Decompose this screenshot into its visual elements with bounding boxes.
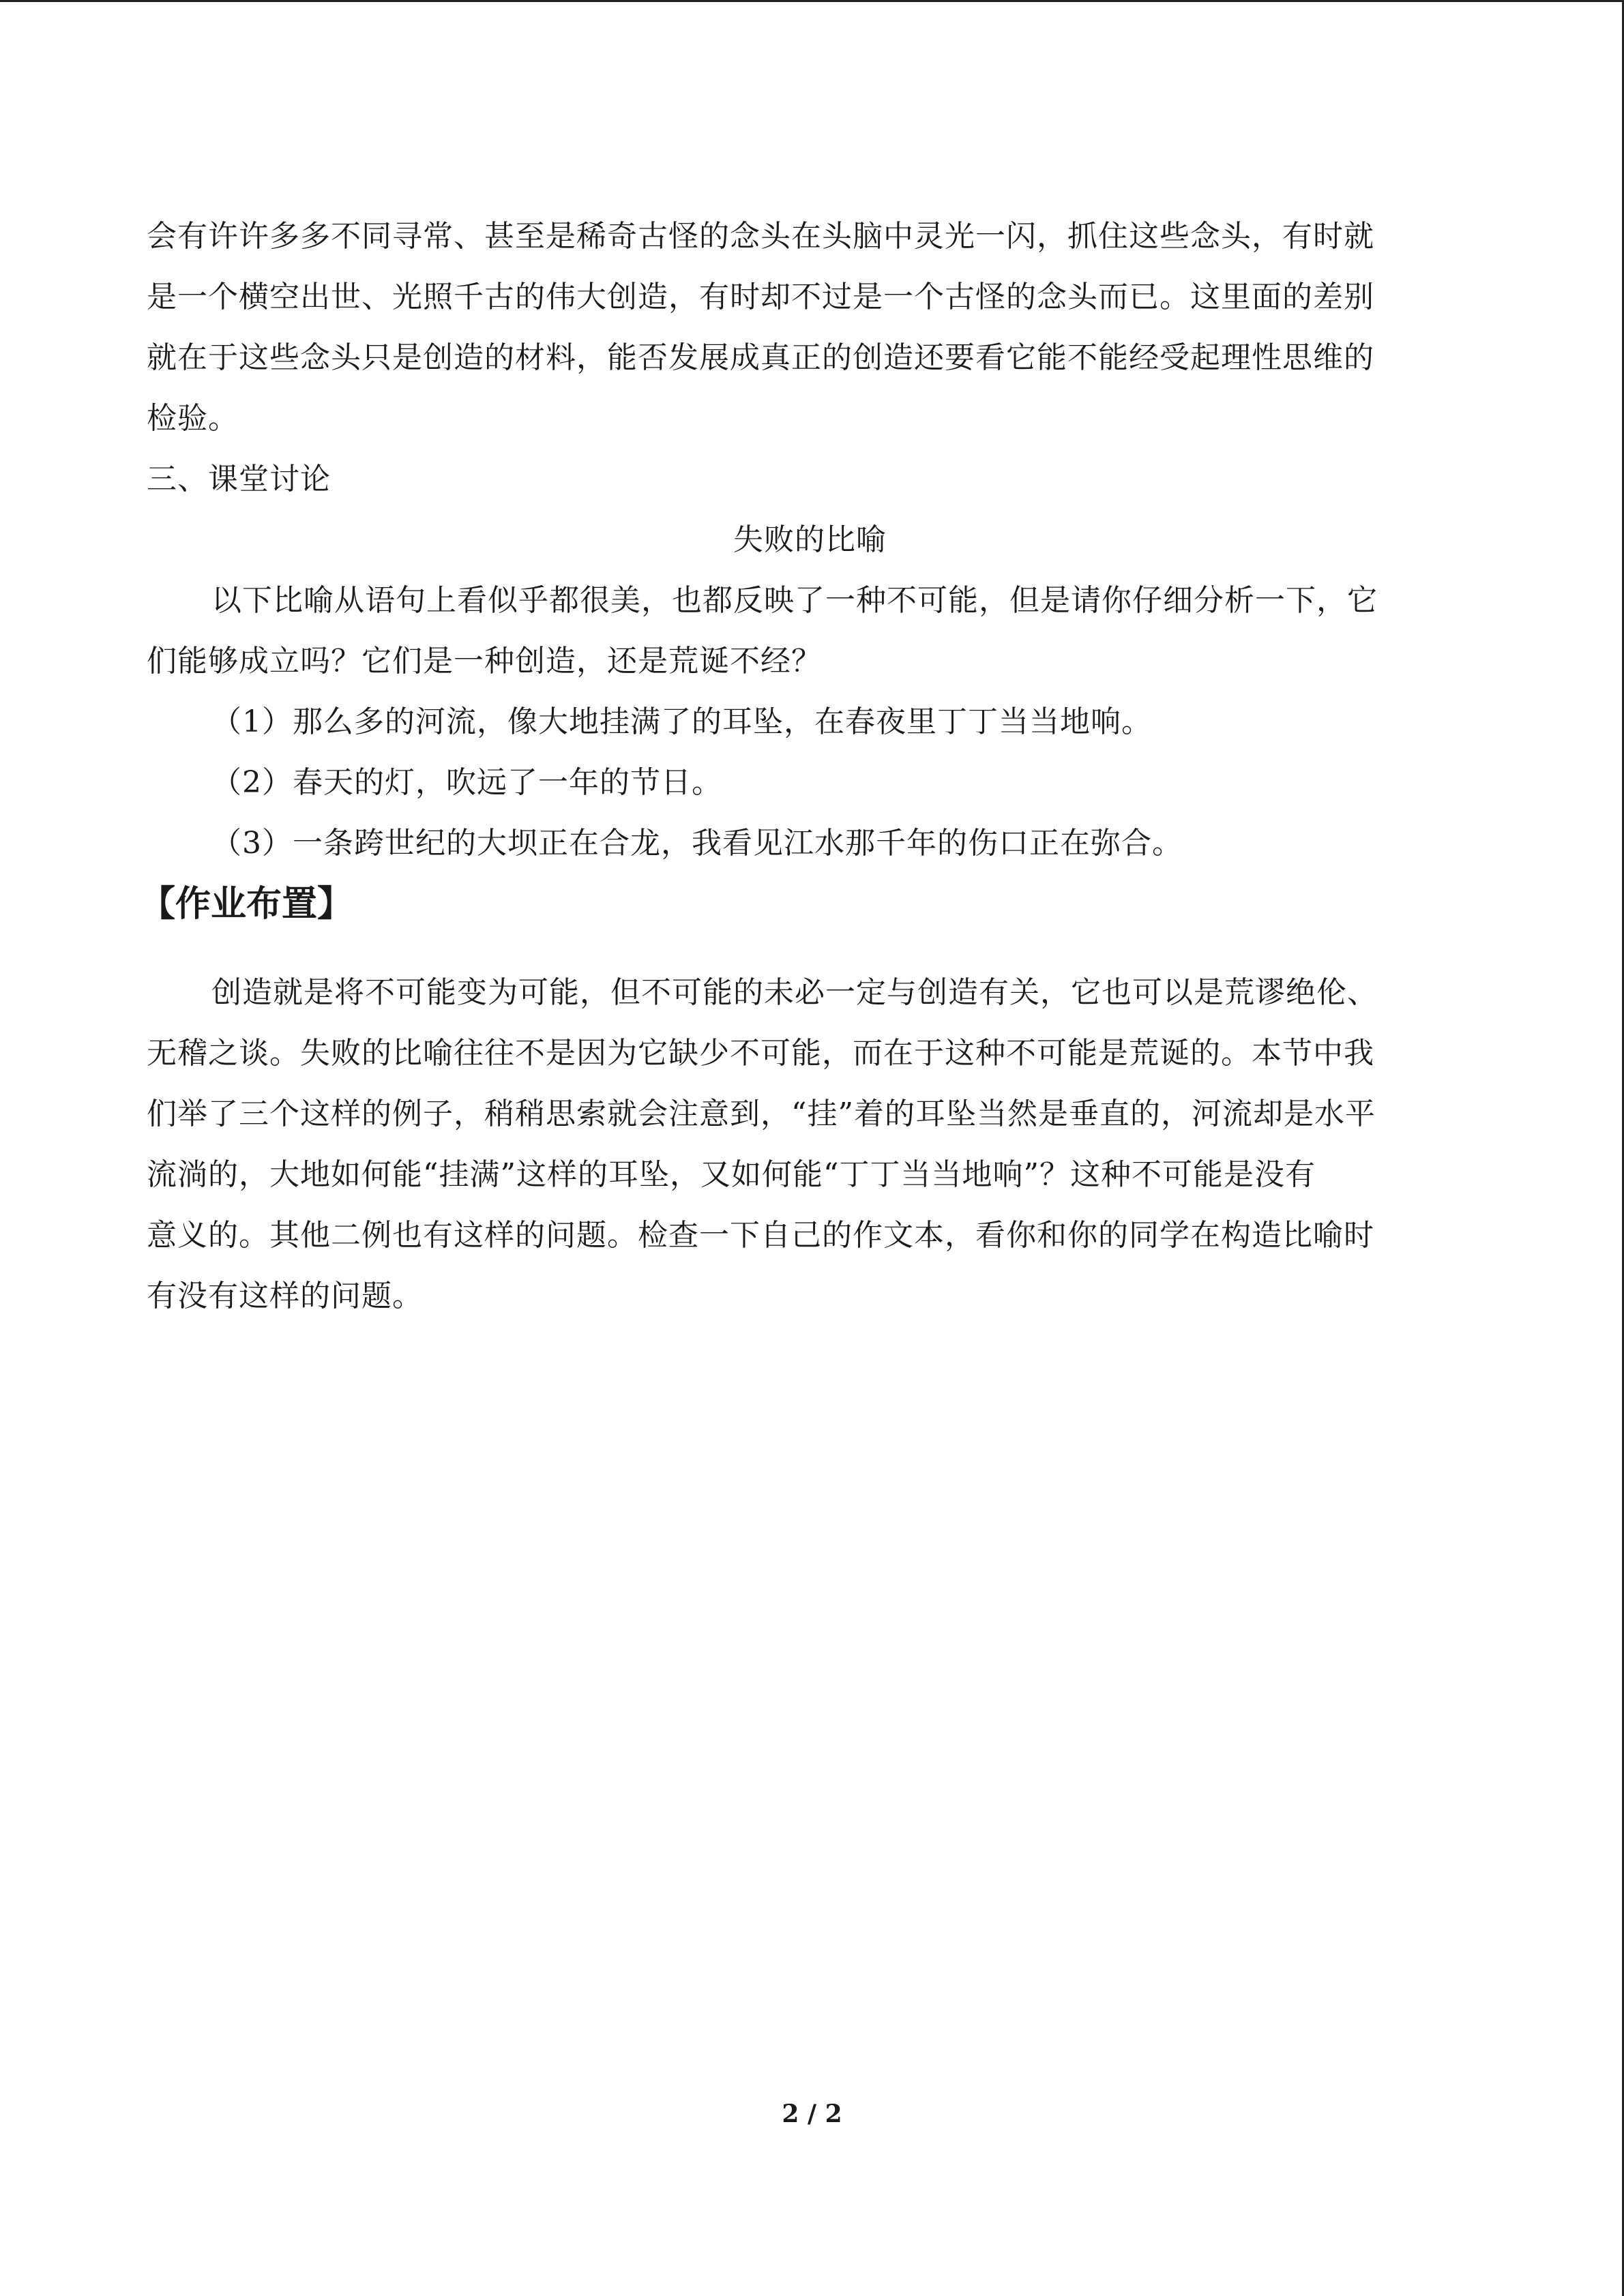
intro-line: 们能够成立吗？它们是一种创造，还是荒诞不经？ — [147, 644, 822, 679]
paragraph-creativity — [147, 212, 1473, 455]
homework-line: 创造就是将不可能变为可能，但不可能的未必一定与创造有关，它也可以是荒谬绝伦、 — [211, 975, 1378, 1010]
paragraph-line: 检验。 — [147, 401, 239, 436]
paragraph-line: 会有许许多多不同寻常、甚至是稀奇古怪的念头在头脑中灵光一闪，抓住这些念头，有时就 — [147, 219, 1374, 254]
document-body — [140, 212, 1473, 1332]
list-item: （2）春天的灯，吹远了一年的节日。 — [211, 765, 722, 800]
homework-heading: 【作业布置】 — [140, 884, 353, 925]
homework-line: 流淌的，大地如何能“挂满”这样的耳坠，又如何能“丁丁当当地响”？这种不可能是没有 — [147, 1157, 1316, 1192]
homework-line: 们举了三个这样的例子，稍稍思索就会注意到，“挂”着的耳坠当然是垂直的，河流却是水平 — [147, 1097, 1376, 1131]
section-classroom-discussion — [147, 455, 1473, 880]
intro-line: 以下比喻从语句上看似乎都很美，也都反映了一种不可能，但是请你仔细分析一下，它 — [211, 583, 1378, 618]
homework-line: 有没有这样的问题。 — [147, 1279, 423, 1313]
paragraph-line: 就在于这些念头只是创造的材料，能否发展成真正的创造还要看它能不能经受起理性思维的 — [147, 340, 1374, 375]
section-heading: 三、课堂讨论 — [147, 462, 331, 496]
section-homework — [140, 877, 1473, 1332]
list-item: （3）一条跨世纪的大坝正在合龙，我看见江水那千年的伤口正在弥合。 — [211, 826, 1183, 861]
section-title: 失败的比喻 — [733, 522, 887, 557]
page-number: 2 / 2 — [782, 2100, 842, 2128]
paragraph-line: 是一个横空出世、光照千古的伟大创造，有时却不过是一个古怪的念头而已。这里面的差别 — [147, 280, 1374, 314]
homework-line: 无稽之谈。失败的比喻往往不是因为它缺少不可能，而在于这种不可能是荒诞的。本节中我 — [147, 1036, 1374, 1071]
homework-line: 意义的。其他二例也有这样的问题。检查一下自己的作文本，看你和你的同学在构造比喻时 — [147, 1218, 1374, 1253]
list-item: （1）那么多的河流，像大地挂满了的耳坠，在春夜里丁丁当当地响。 — [211, 704, 1152, 739]
